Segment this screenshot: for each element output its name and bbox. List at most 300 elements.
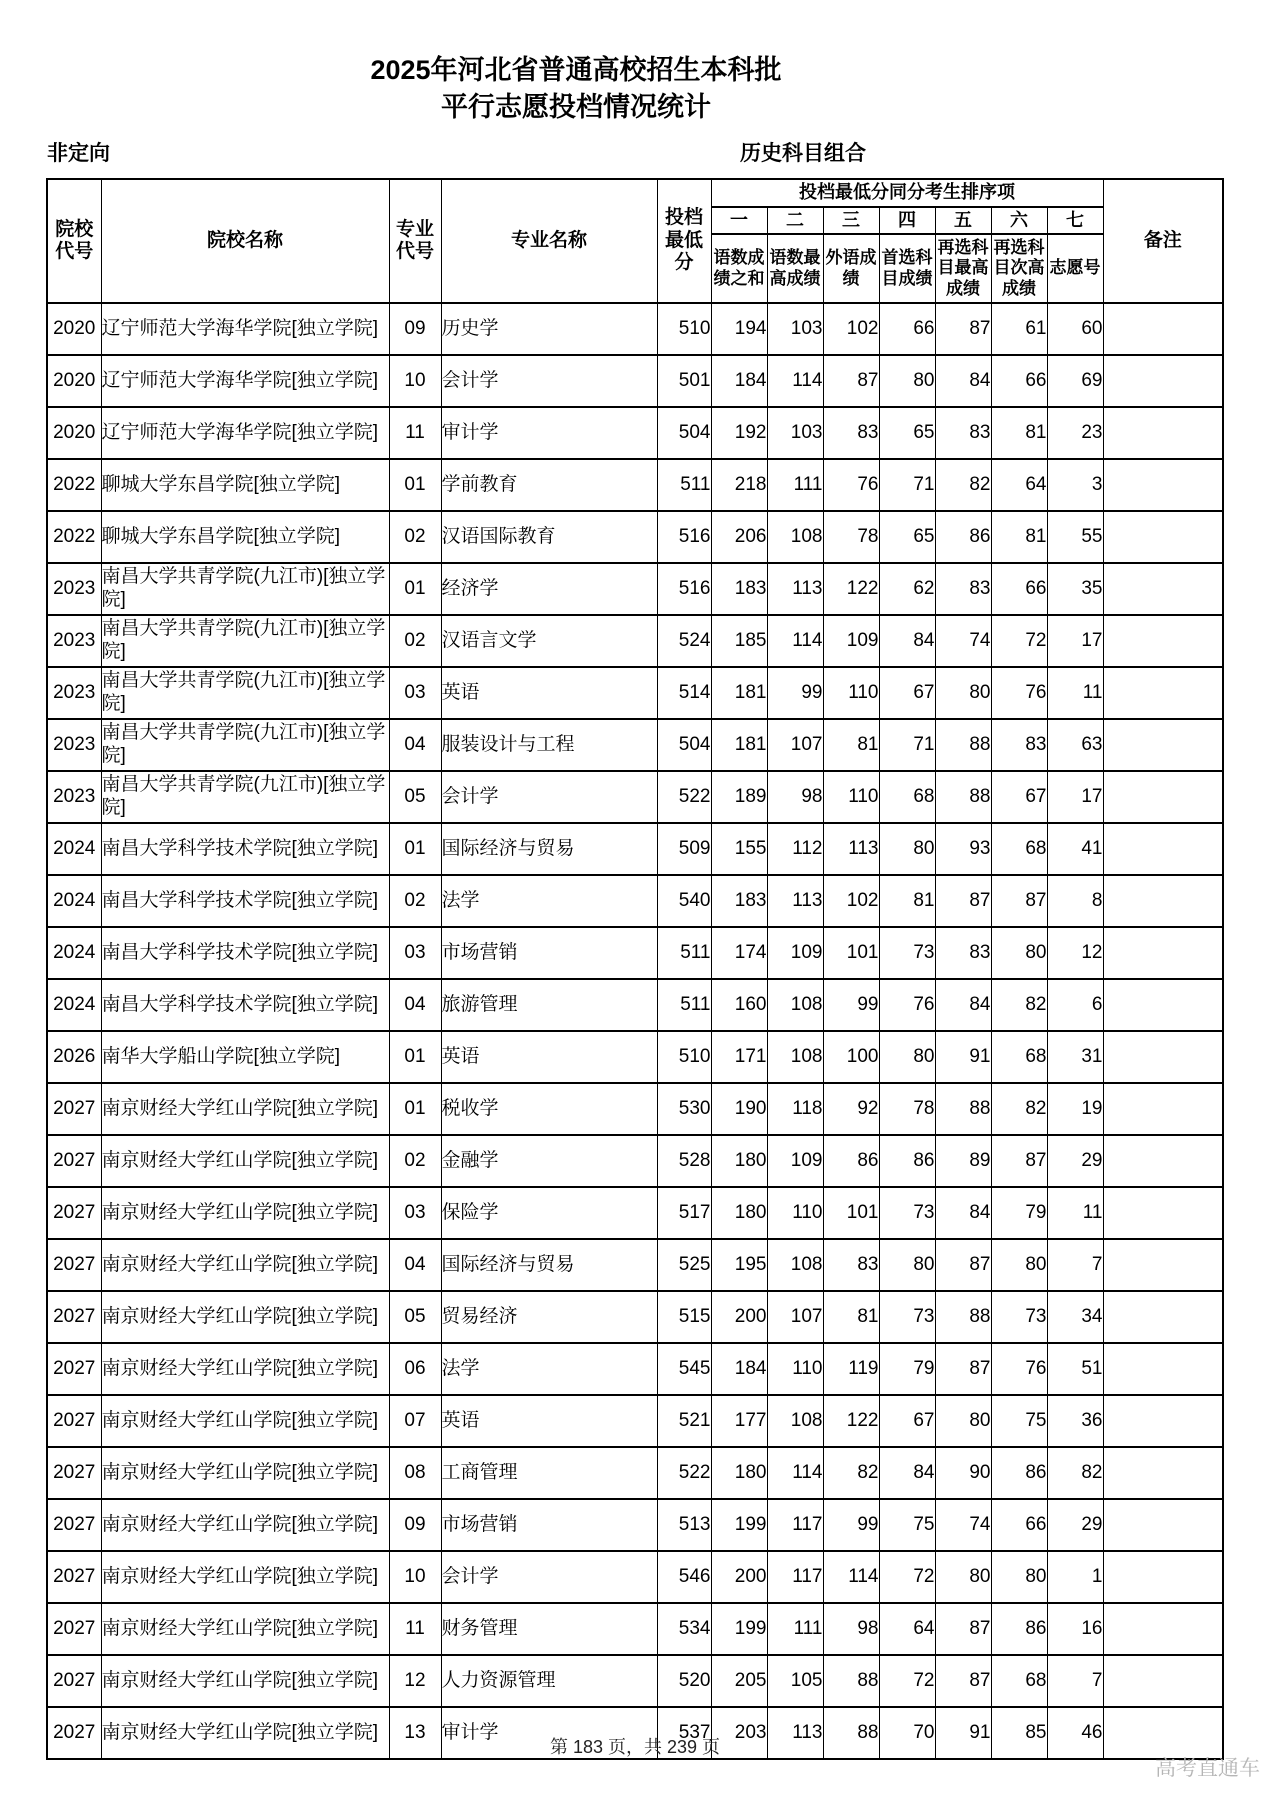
- college-name-cell: 南京财经大学红山学院[独立学院]: [101, 1135, 389, 1187]
- score-5-cell: 87: [935, 1655, 991, 1707]
- major-code-cell: 06: [389, 1343, 441, 1395]
- major-code-cell: 03: [389, 667, 441, 719]
- score-1-cell: 184: [711, 1343, 767, 1395]
- college-code-cell: 2027: [47, 1447, 101, 1499]
- score-2-cell: 113: [767, 563, 823, 615]
- score-3-cell: 102: [823, 303, 879, 355]
- score-4-cell: 80: [879, 1239, 935, 1291]
- college-code-cell: 2027: [47, 1395, 101, 1447]
- score-1-cell: 181: [711, 667, 767, 719]
- score-2-cell: 113: [767, 875, 823, 927]
- header-sub-6: 再选科目次高成绩: [991, 234, 1047, 303]
- college-name-cell: 南京财经大学红山学院[独立学院]: [101, 1083, 389, 1135]
- table-row: [47, 1603, 1223, 1655]
- min-score-cell: 510: [657, 1031, 711, 1083]
- major-code-cell: 10: [389, 1551, 441, 1603]
- table-header: [47, 179, 1223, 303]
- score-6-cell: 61: [991, 303, 1047, 355]
- score-2-cell: 108: [767, 1395, 823, 1447]
- score-3-cell: 81: [823, 1291, 879, 1343]
- college-code-cell: 2027: [47, 1083, 101, 1135]
- college-name-cell: 南昌大学科学技术学院[独立学院]: [101, 823, 389, 875]
- major-name-cell: 法学: [441, 1343, 657, 1395]
- score-4-cell: 73: [879, 927, 935, 979]
- score-3-cell: 100: [823, 1031, 879, 1083]
- remark-cell: [1103, 511, 1223, 563]
- college-name-cell: 南京财经大学红山学院[独立学院]: [101, 1707, 389, 1759]
- score-6-cell: 66: [991, 563, 1047, 615]
- score-7-cell: 11: [1047, 1187, 1103, 1239]
- header-ordinal-5: 五: [935, 207, 991, 234]
- score-4-cell: 80: [879, 1031, 935, 1083]
- score-2-cell: 108: [767, 1239, 823, 1291]
- remark-cell: [1103, 355, 1223, 407]
- major-code-cell: 11: [389, 407, 441, 459]
- remark-cell: [1103, 1135, 1223, 1187]
- score-4-cell: 72: [879, 1551, 935, 1603]
- college-code-cell: 2027: [47, 1603, 101, 1655]
- major-code-cell: 03: [389, 1187, 441, 1239]
- major-code-cell: 05: [389, 771, 441, 823]
- college-name-cell: 南京财经大学红山学院[独立学院]: [101, 1499, 389, 1551]
- min-score-cell: 510: [657, 303, 711, 355]
- score-5-cell: 88: [935, 771, 991, 823]
- min-score-cell: 540: [657, 875, 711, 927]
- college-code-cell: 2027: [47, 1499, 101, 1551]
- header-tiebreak-group: 投档最低分同分考生排序项: [711, 179, 1103, 207]
- orientation-label: 非定向: [47, 142, 110, 165]
- remark-cell: [1103, 1083, 1223, 1135]
- score-4-cell: 78: [879, 1083, 935, 1135]
- college-code-cell: 2027: [47, 1343, 101, 1395]
- page-title-line1: 2025年河北省普通高校招生本科批: [370, 55, 782, 85]
- score-2-cell: 113: [767, 1707, 823, 1759]
- score-1-cell: 190: [711, 1083, 767, 1135]
- score-7-cell: 19: [1047, 1083, 1103, 1135]
- remark-cell: [1103, 719, 1223, 771]
- score-5-cell: 87: [935, 303, 991, 355]
- table-row: [47, 1135, 1223, 1187]
- score-1-cell: 205: [711, 1655, 767, 1707]
- score-6-cell: 80: [991, 927, 1047, 979]
- min-score-cell: 545: [657, 1343, 711, 1395]
- score-7-cell: 16: [1047, 1603, 1103, 1655]
- remark-cell: [1103, 1655, 1223, 1707]
- score-2-cell: 109: [767, 927, 823, 979]
- table-row: [47, 719, 1223, 771]
- score-4-cell: 86: [879, 1135, 935, 1187]
- score-7-cell: 31: [1047, 1031, 1103, 1083]
- major-name-cell: 市场营销: [441, 1499, 657, 1551]
- table-row: [47, 303, 1223, 355]
- major-code-cell: 01: [389, 823, 441, 875]
- page-number: 第 183 页，共 239 页: [549, 1737, 721, 1757]
- college-code-cell: 2026: [47, 1031, 101, 1083]
- score-6-cell: 66: [991, 355, 1047, 407]
- score-1-cell: 189: [711, 771, 767, 823]
- score-4-cell: 64: [879, 1603, 935, 1655]
- remark-cell: [1103, 875, 1223, 927]
- college-code-cell: 2027: [47, 1707, 101, 1759]
- score-7-cell: 7: [1047, 1239, 1103, 1291]
- college-name-cell: 南昌大学共青学院(九江市)[独立学院]: [101, 771, 389, 823]
- score-6-cell: 85: [991, 1707, 1047, 1759]
- score-1-cell: 184: [711, 355, 767, 407]
- remark-cell: [1103, 1187, 1223, 1239]
- min-score-cell: 522: [657, 771, 711, 823]
- major-name-cell: 国际经济与贸易: [441, 823, 657, 875]
- score-2-cell: 103: [767, 407, 823, 459]
- score-6-cell: 75: [991, 1395, 1047, 1447]
- score-2-cell: 111: [767, 459, 823, 511]
- score-4-cell: 73: [879, 1291, 935, 1343]
- score-5-cell: 84: [935, 1187, 991, 1239]
- table-row: [47, 1031, 1223, 1083]
- table-row: [47, 1395, 1223, 1447]
- score-4-cell: 71: [879, 719, 935, 771]
- min-score-cell: 520: [657, 1655, 711, 1707]
- score-4-cell: 62: [879, 563, 935, 615]
- major-code-cell: 01: [389, 459, 441, 511]
- score-7-cell: 41: [1047, 823, 1103, 875]
- table-row: [47, 615, 1223, 667]
- college-code-cell: 2023: [47, 771, 101, 823]
- table-row: [47, 1187, 1223, 1239]
- score-4-cell: 66: [879, 303, 935, 355]
- score-2-cell: 114: [767, 1447, 823, 1499]
- score-6-cell: 81: [991, 407, 1047, 459]
- score-5-cell: 88: [935, 1291, 991, 1343]
- college-code-cell: 2023: [47, 667, 101, 719]
- major-code-cell: 02: [389, 875, 441, 927]
- score-3-cell: 88: [823, 1655, 879, 1707]
- score-2-cell: 99: [767, 667, 823, 719]
- score-4-cell: 71: [879, 459, 935, 511]
- score-1-cell: 183: [711, 875, 767, 927]
- score-2-cell: 103: [767, 303, 823, 355]
- score-5-cell: 82: [935, 459, 991, 511]
- score-4-cell: 67: [879, 1395, 935, 1447]
- major-name-cell: 汉语言文学: [441, 615, 657, 667]
- score-4-cell: 73: [879, 1187, 935, 1239]
- college-code-cell: 2020: [47, 303, 101, 355]
- score-1-cell: 199: [711, 1499, 767, 1551]
- score-4-cell: 84: [879, 1447, 935, 1499]
- college-name-cell: 南京财经大学红山学院[独立学院]: [101, 1343, 389, 1395]
- major-code-cell: 10: [389, 355, 441, 407]
- score-2-cell: 110: [767, 1187, 823, 1239]
- remark-cell: [1103, 979, 1223, 1031]
- score-3-cell: 102: [823, 875, 879, 927]
- score-1-cell: 206: [711, 511, 767, 563]
- score-7-cell: 35: [1047, 563, 1103, 615]
- score-5-cell: 80: [935, 1395, 991, 1447]
- score-6-cell: 82: [991, 1083, 1047, 1135]
- score-2-cell: 117: [767, 1551, 823, 1603]
- score-3-cell: 113: [823, 823, 879, 875]
- min-score-cell: 546: [657, 1551, 711, 1603]
- min-score-cell: 524: [657, 615, 711, 667]
- score-1-cell: 199: [711, 1603, 767, 1655]
- score-2-cell: 107: [767, 1291, 823, 1343]
- major-name-cell: 学前教育: [441, 459, 657, 511]
- score-1-cell: 174: [711, 927, 767, 979]
- score-4-cell: 68: [879, 771, 935, 823]
- major-name-cell: 人力资源管理: [441, 1655, 657, 1707]
- major-code-cell: 12: [389, 1655, 441, 1707]
- college-name-cell: 南京财经大学红山学院[独立学院]: [101, 1291, 389, 1343]
- remark-cell: [1103, 667, 1223, 719]
- header-major-code: 专业代号: [389, 179, 441, 303]
- major-code-cell: 02: [389, 1135, 441, 1187]
- score-1-cell: 160: [711, 979, 767, 1031]
- college-code-cell: 2023: [47, 563, 101, 615]
- header-sub-3: 外语成绩: [823, 234, 879, 303]
- college-code-cell: 2023: [47, 615, 101, 667]
- score-3-cell: 83: [823, 407, 879, 459]
- min-score-cell: 530: [657, 1083, 711, 1135]
- major-name-cell: 审计学: [441, 407, 657, 459]
- score-3-cell: 76: [823, 459, 879, 511]
- major-code-cell: 08: [389, 1447, 441, 1499]
- college-code-cell: 2023: [47, 719, 101, 771]
- score-3-cell: 122: [823, 563, 879, 615]
- header-ordinal-4: 四: [879, 207, 935, 234]
- table-row: [47, 927, 1223, 979]
- score-4-cell: 76: [879, 979, 935, 1031]
- major-name-cell: 旅游管理: [441, 979, 657, 1031]
- college-name-cell: 南昌大学科学技术学院[独立学院]: [101, 875, 389, 927]
- table-row: [47, 1239, 1223, 1291]
- major-name-cell: 市场营销: [441, 927, 657, 979]
- score-7-cell: 63: [1047, 719, 1103, 771]
- college-code-cell: 2022: [47, 511, 101, 563]
- score-4-cell: 65: [879, 407, 935, 459]
- major-name-cell: 会计学: [441, 1551, 657, 1603]
- college-name-cell: 南京财经大学红山学院[独立学院]: [101, 1447, 389, 1499]
- score-4-cell: 80: [879, 823, 935, 875]
- score-5-cell: 86: [935, 511, 991, 563]
- score-7-cell: 69: [1047, 355, 1103, 407]
- college-code-cell: 2027: [47, 1239, 101, 1291]
- score-1-cell: 180: [711, 1447, 767, 1499]
- score-4-cell: 84: [879, 615, 935, 667]
- score-7-cell: 46: [1047, 1707, 1103, 1759]
- remark-cell: [1103, 1603, 1223, 1655]
- score-2-cell: 110: [767, 1343, 823, 1395]
- min-score-cell: 515: [657, 1291, 711, 1343]
- college-code-cell: 2024: [47, 823, 101, 875]
- score-2-cell: 111: [767, 1603, 823, 1655]
- remark-cell: [1103, 459, 1223, 511]
- min-score-cell: 504: [657, 407, 711, 459]
- score-3-cell: 86: [823, 1135, 879, 1187]
- score-2-cell: 118: [767, 1083, 823, 1135]
- score-3-cell: 88: [823, 1707, 879, 1759]
- table-row: [47, 875, 1223, 927]
- score-6-cell: 72: [991, 615, 1047, 667]
- page-title-line2: 平行志愿投档情况统计: [441, 92, 711, 122]
- college-code-cell: 2024: [47, 979, 101, 1031]
- header-sub-2: 语数最高成绩: [767, 234, 823, 303]
- college-name-cell: 南京财经大学红山学院[独立学院]: [101, 1603, 389, 1655]
- table-row: [47, 459, 1223, 511]
- score-5-cell: 87: [935, 1343, 991, 1395]
- score-5-cell: 80: [935, 1551, 991, 1603]
- remark-cell: [1103, 1239, 1223, 1291]
- table-row: [47, 511, 1223, 563]
- college-name-cell: 南京财经大学红山学院[独立学院]: [101, 1395, 389, 1447]
- score-5-cell: 74: [935, 1499, 991, 1551]
- table-row: [47, 563, 1223, 615]
- score-6-cell: 79: [991, 1187, 1047, 1239]
- college-name-cell: 南京财经大学红山学院[独立学院]: [101, 1187, 389, 1239]
- table-row: [47, 1291, 1223, 1343]
- major-code-cell: 01: [389, 1083, 441, 1135]
- score-6-cell: 86: [991, 1447, 1047, 1499]
- college-code-cell: 2020: [47, 407, 101, 459]
- table-row: [47, 355, 1223, 407]
- major-code-cell: 07: [389, 1395, 441, 1447]
- college-name-cell: 辽宁师范大学海华学院[独立学院]: [101, 303, 389, 355]
- table-row: [47, 979, 1223, 1031]
- remark-cell: [1103, 771, 1223, 823]
- score-3-cell: 101: [823, 1187, 879, 1239]
- major-name-cell: 会计学: [441, 355, 657, 407]
- score-7-cell: 34: [1047, 1291, 1103, 1343]
- score-6-cell: 87: [991, 1135, 1047, 1187]
- min-score-cell: 504: [657, 719, 711, 771]
- major-code-cell: 04: [389, 1239, 441, 1291]
- major-name-cell: 财务管理: [441, 1603, 657, 1655]
- remark-cell: [1103, 1031, 1223, 1083]
- header-min-score: 投档最低分: [657, 179, 711, 303]
- major-name-cell: 法学: [441, 875, 657, 927]
- score-7-cell: 17: [1047, 771, 1103, 823]
- score-2-cell: 112: [767, 823, 823, 875]
- major-name-cell: 工商管理: [441, 1447, 657, 1499]
- college-name-cell: 辽宁师范大学海华学院[独立学院]: [101, 407, 389, 459]
- header-ordinal-3: 三: [823, 207, 879, 234]
- table-row: [47, 1551, 1223, 1603]
- major-code-cell: 01: [389, 1031, 441, 1083]
- header-sub-4: 首选科目成绩: [879, 234, 935, 303]
- score-6-cell: 80: [991, 1239, 1047, 1291]
- college-code-cell: 2027: [47, 1291, 101, 1343]
- min-score-cell: 528: [657, 1135, 711, 1187]
- score-6-cell: 82: [991, 979, 1047, 1031]
- min-score-cell: 501: [657, 355, 711, 407]
- header-ordinal-6: 六: [991, 207, 1047, 234]
- major-name-cell: 服装设计与工程: [441, 719, 657, 771]
- score-2-cell: 105: [767, 1655, 823, 1707]
- score-3-cell: 83: [823, 1239, 879, 1291]
- score-1-cell: 203: [711, 1707, 767, 1759]
- score-4-cell: 72: [879, 1655, 935, 1707]
- header-sub-7: 志愿号: [1047, 234, 1103, 303]
- score-3-cell: 78: [823, 511, 879, 563]
- college-code-cell: 2027: [47, 1135, 101, 1187]
- major-name-cell: 国际经济与贸易: [441, 1239, 657, 1291]
- score-6-cell: 66: [991, 1499, 1047, 1551]
- score-3-cell: 98: [823, 1603, 879, 1655]
- score-7-cell: 29: [1047, 1499, 1103, 1551]
- major-code-cell: 11: [389, 1603, 441, 1655]
- score-5-cell: 87: [935, 875, 991, 927]
- score-4-cell: 70: [879, 1707, 935, 1759]
- table-row: [47, 1655, 1223, 1707]
- major-name-cell: 英语: [441, 1031, 657, 1083]
- major-code-cell: 05: [389, 1291, 441, 1343]
- score-3-cell: 101: [823, 927, 879, 979]
- score-2-cell: 114: [767, 615, 823, 667]
- remark-cell: [1103, 563, 1223, 615]
- major-name-cell: 汉语国际教育: [441, 511, 657, 563]
- score-2-cell: 108: [767, 511, 823, 563]
- score-3-cell: 119: [823, 1343, 879, 1395]
- header-sub-1: 语数成绩之和: [711, 234, 767, 303]
- header-sub-5: 再选科目最高成绩: [935, 234, 991, 303]
- header-ordinal-1: 一: [711, 207, 767, 234]
- college-name-cell: 南昌大学共青学院(九江市)[独立学院]: [101, 667, 389, 719]
- score-5-cell: 74: [935, 615, 991, 667]
- remark-cell: [1103, 823, 1223, 875]
- score-4-cell: 67: [879, 667, 935, 719]
- score-1-cell: 194: [711, 303, 767, 355]
- college-name-cell: 南京财经大学红山学院[独立学院]: [101, 1551, 389, 1603]
- subject-group-label: 历史科目组合: [740, 142, 866, 165]
- min-score-cell: 514: [657, 667, 711, 719]
- score-5-cell: 88: [935, 719, 991, 771]
- score-5-cell: 87: [935, 1603, 991, 1655]
- remark-cell: [1103, 927, 1223, 979]
- major-name-cell: 审计学: [441, 1707, 657, 1759]
- remark-cell: [1103, 1395, 1223, 1447]
- table-row: [47, 771, 1223, 823]
- score-6-cell: 73: [991, 1291, 1047, 1343]
- score-7-cell: 11: [1047, 667, 1103, 719]
- major-code-cell: 09: [389, 1499, 441, 1551]
- watermark-label: 高考直通车: [1155, 1757, 1260, 1780]
- college-name-cell: 南京财经大学红山学院[独立学院]: [101, 1239, 389, 1291]
- score-1-cell: 171: [711, 1031, 767, 1083]
- score-4-cell: 65: [879, 511, 935, 563]
- score-2-cell: 108: [767, 979, 823, 1031]
- header-college-name: 院校名称: [101, 179, 389, 303]
- score-2-cell: 107: [767, 719, 823, 771]
- college-code-cell: 2022: [47, 459, 101, 511]
- major-name-cell: 英语: [441, 667, 657, 719]
- major-code-cell: 02: [389, 511, 441, 563]
- score-7-cell: 55: [1047, 511, 1103, 563]
- score-6-cell: 68: [991, 1655, 1047, 1707]
- score-7-cell: 29: [1047, 1135, 1103, 1187]
- score-5-cell: 87: [935, 1239, 991, 1291]
- score-3-cell: 81: [823, 719, 879, 771]
- page-title: [45, 52, 1107, 126]
- major-name-cell: 贸易经济: [441, 1291, 657, 1343]
- major-name-cell: 金融学: [441, 1135, 657, 1187]
- remark-cell: [1103, 615, 1223, 667]
- min-score-cell: 517: [657, 1187, 711, 1239]
- score-6-cell: 83: [991, 719, 1047, 771]
- score-5-cell: 80: [935, 667, 991, 719]
- score-5-cell: 84: [935, 355, 991, 407]
- score-3-cell: 110: [823, 771, 879, 823]
- major-code-cell: 13: [389, 1707, 441, 1759]
- major-name-cell: 税收学: [441, 1083, 657, 1135]
- major-code-cell: 01: [389, 563, 441, 615]
